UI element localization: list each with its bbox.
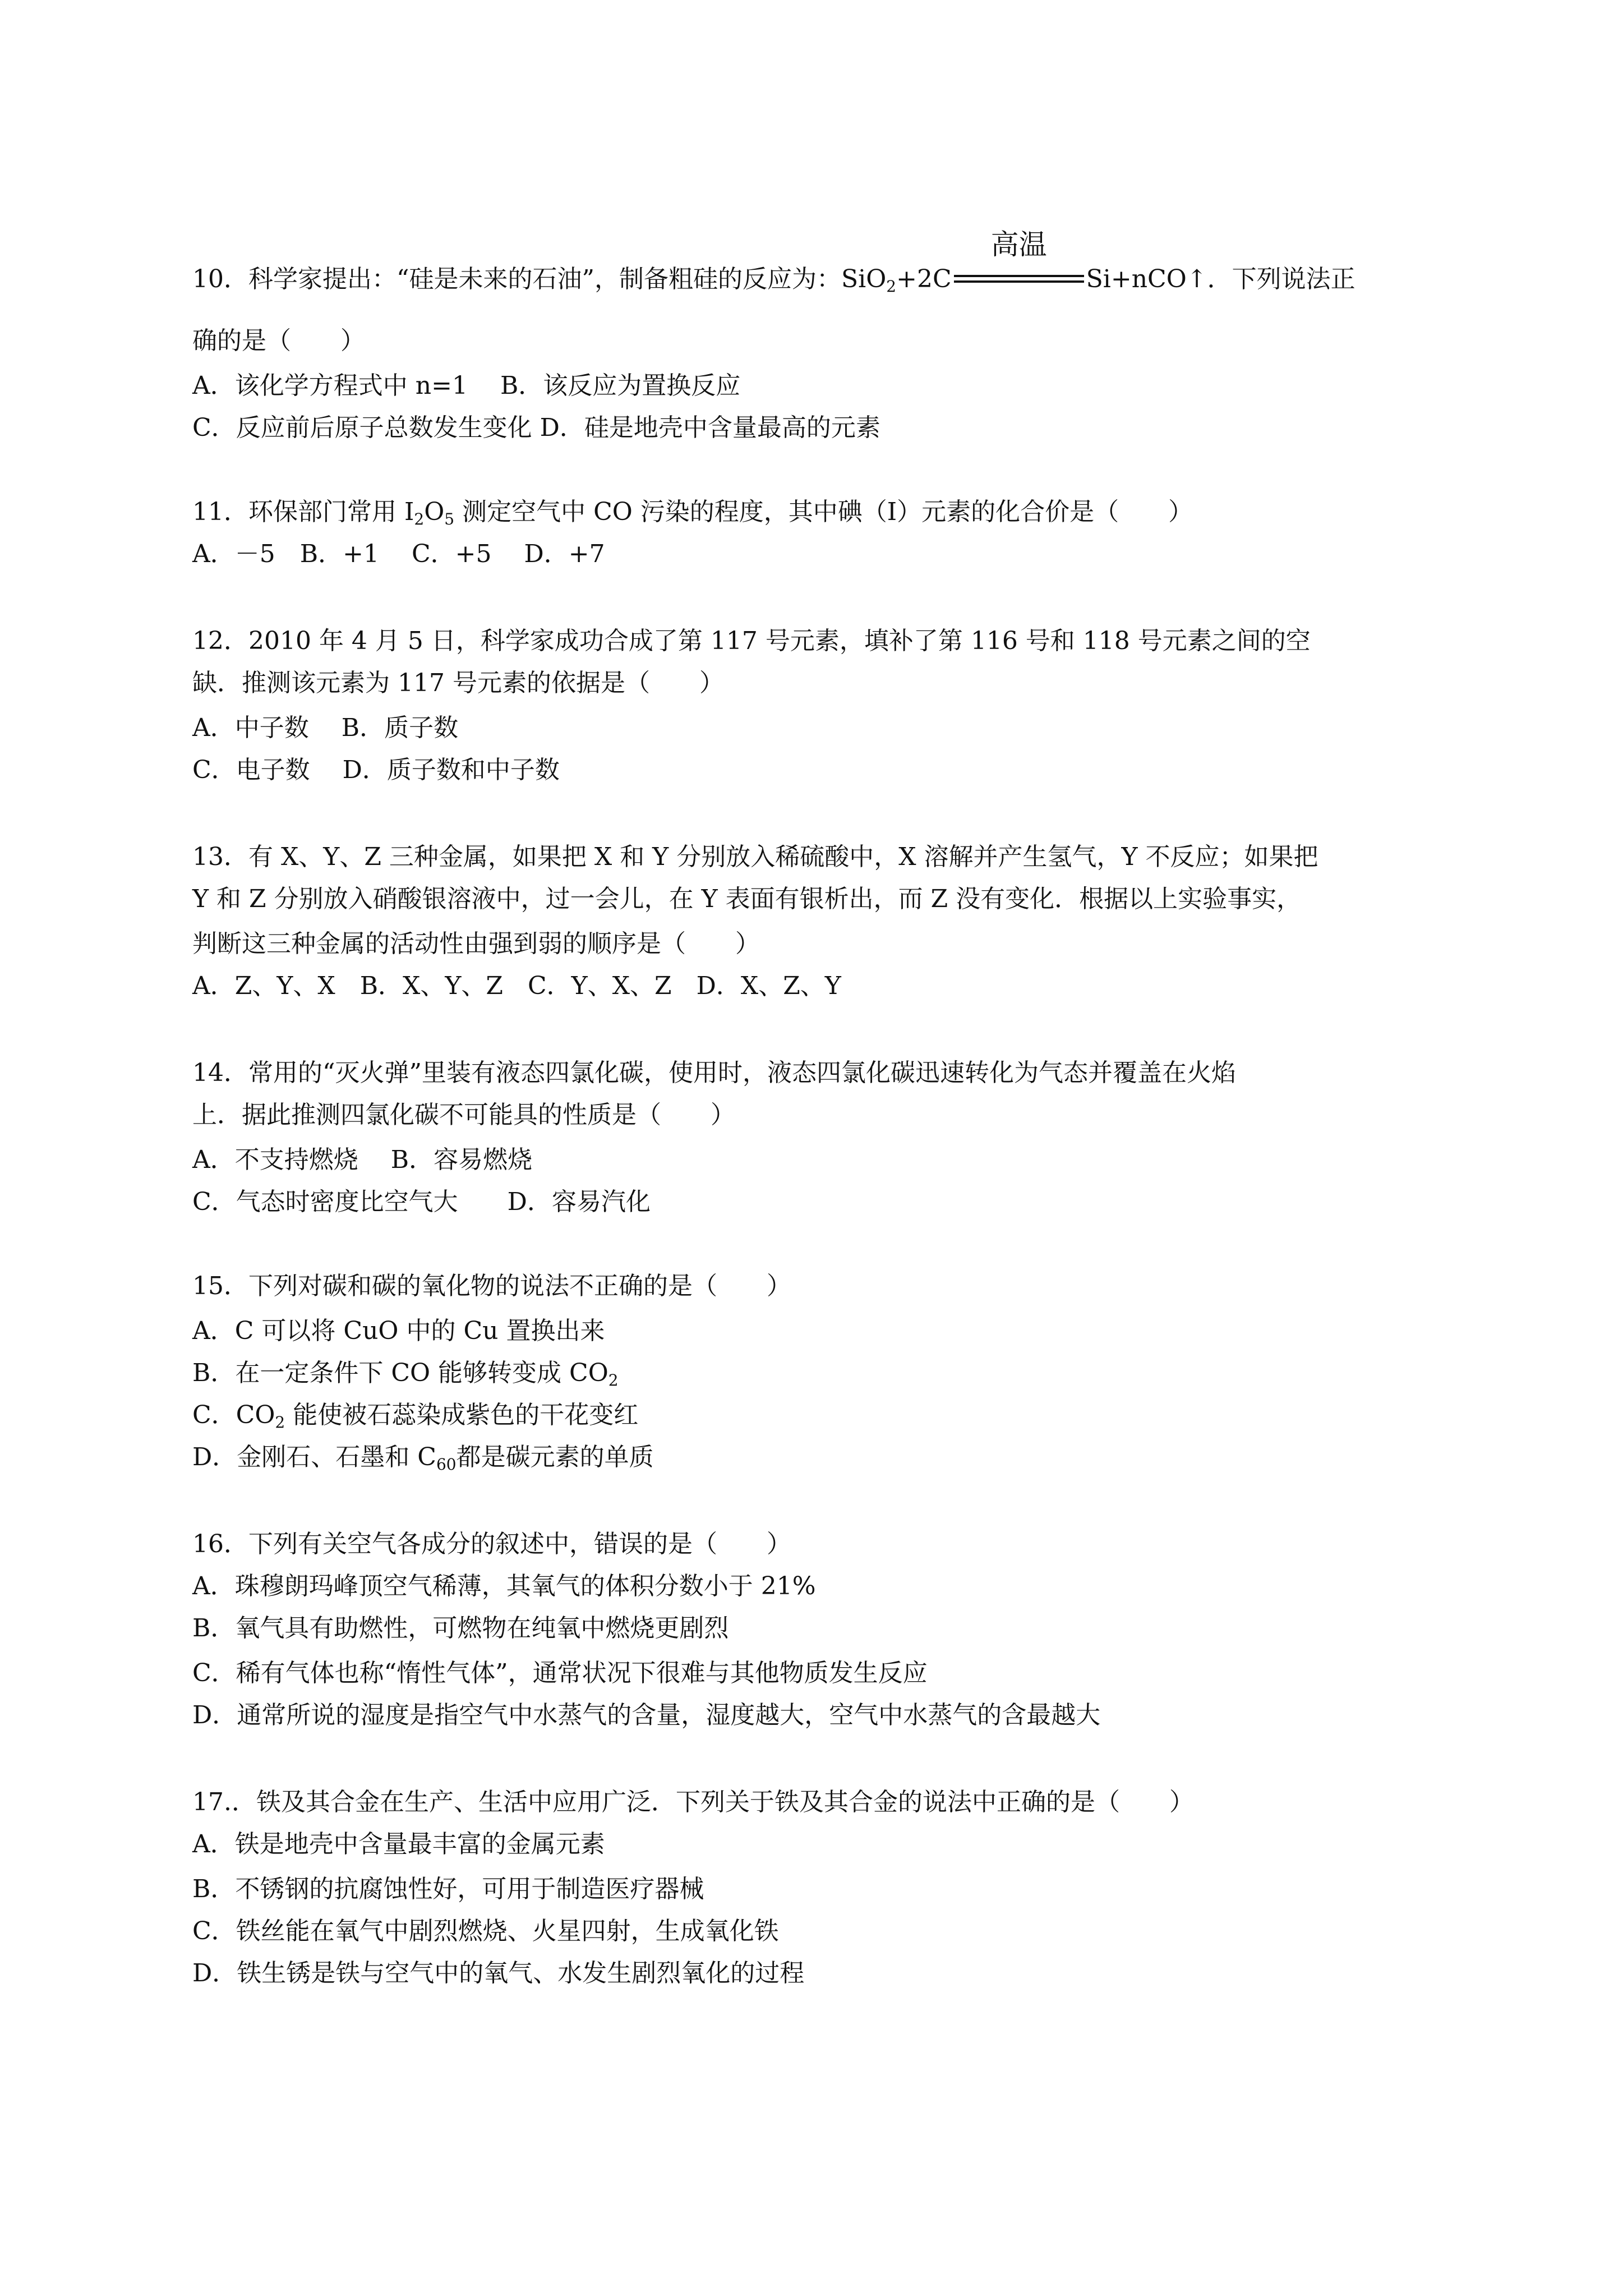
q15-option-c-text: C．CO bbox=[192, 1401, 275, 1429]
q15-option-d-text: D．金刚石、石墨和 C bbox=[192, 1443, 436, 1471]
q12-options-line2: C．电子数 D．质子数和中子数 bbox=[192, 756, 560, 784]
equals-bar bbox=[954, 280, 1084, 283]
q10-options-line2: C．反应前后原子总数发生变化 D．硅是地壳中含量最高的元素 bbox=[192, 413, 880, 442]
subscript: 2 bbox=[608, 1371, 619, 1389]
q16-option-c: C．稀有气体也称“惰性气体”，通常状况下很难与其他物质发生反应 bbox=[192, 1659, 928, 1687]
q13-stem-line1: 13．有 X、Y、Z 三种金属，如果把 X 和 Y 分别放入稀硫酸中，X 溶解并产生氢气，Y 不反应；如果把 bbox=[192, 843, 1318, 871]
q10-stem-line2: 确的是（ ） bbox=[192, 326, 365, 355]
equals-bar bbox=[954, 275, 1084, 277]
subscript: 60 bbox=[436, 1455, 457, 1474]
q14-options-line2: C．气态时密度比空气大 D．容易汽化 bbox=[192, 1188, 651, 1216]
q15-option-a: A．C 可以将 CuO 中的 Cu 置换出来 bbox=[192, 1317, 605, 1345]
q13-stem-line2: Y 和 Z 分别放入硝酸银溶液中，过一会儿，在 Y 表面有银析出，而 Z 没有变化．根据以上实验事实， bbox=[192, 885, 1302, 913]
q11-stem-text: O bbox=[424, 498, 445, 526]
q12-stem-line2: 缺．推测该元素为 117 号元素的依据是（ ） bbox=[192, 669, 724, 697]
q14-stem-line1: 14．常用的“灭火弹”里装有液态四氯化碳，使用时，液态四氯化碳迅速转化为气态并覆盖在火焰 bbox=[192, 1059, 1236, 1087]
q11-options: A．－5 B．+1 C．+5 D．+7 bbox=[192, 540, 605, 568]
q16-stem: 16．下列有关空气各成分的叙述中，错误的是（ ） bbox=[192, 1530, 791, 1558]
q10-stem-text: Si+nCO↑．下列说法正 bbox=[1086, 265, 1355, 293]
q17-option-c: C．铁丝能在氧气中剧烈燃烧、火星四射，生成氧化铁 bbox=[192, 1917, 779, 1945]
q16-option-a: A．珠穆朗玛峰顶空气稀薄，其氧气的体积分数小于 21% bbox=[192, 1572, 816, 1600]
q11-stem-text: 测定空气中 CO 污染的程度，其中碘（I）元素的化合价是（ ） bbox=[454, 498, 1193, 526]
q10-stem-text: +2C bbox=[896, 265, 952, 293]
q11-stem-text: 11．环保部门常用 I bbox=[192, 498, 414, 526]
q14-options-line1: A．不支持燃烧 B．容易燃烧 bbox=[192, 1145, 533, 1174]
subscript: 2 bbox=[275, 1413, 285, 1432]
q10-options-line1: A．该化学方程式中 n=1 B．该反应为置换反应 bbox=[192, 371, 741, 400]
q12-stem-line1: 12．2010 年 4 月 5 日，科学家成功合成了第 117 号元素，填补了第 116 号和 118 号元素之间的空 bbox=[192, 627, 1311, 655]
q15-option-c-text: 能使被石蕊染成紫色的干花变红 bbox=[285, 1401, 639, 1429]
q15-stem: 15．下列对碳和碳的氧化物的说法不正确的是（ ） bbox=[192, 1272, 791, 1300]
q12-options-line1: A．中子数 B．质子数 bbox=[192, 714, 459, 742]
q10-stem-line1 bbox=[192, 228, 1355, 296]
q15-option-d-text: 都是碳元素的单质 bbox=[456, 1443, 654, 1471]
subscript: 2 bbox=[414, 510, 425, 528]
q15-option-b-text: B．在一定条件下 CO 能够转变成 CO bbox=[192, 1359, 608, 1387]
q16-option-b: B．氧气具有助燃性，可燃物在纯氧中燃烧更剧烈 bbox=[192, 1614, 729, 1642]
q14-stem-line2: 上．据此推测四氯化碳不可能具的性质是（ ） bbox=[192, 1101, 735, 1129]
reaction-condition: 高温 bbox=[990, 228, 1047, 261]
q15-option-b bbox=[192, 1356, 619, 1390]
q13-options: A．Z、Y、X B．X、Y、Z C．Y、X、Z D．X、Z、Y bbox=[192, 972, 841, 1000]
q10-stem-text: 10．科学家提出：“硅是未来的石油”，制备粗硅的反应为：SiO bbox=[192, 265, 887, 293]
q15-option-c bbox=[192, 1398, 638, 1432]
q16-option-d: D．通常所说的湿度是指空气中水蒸气的含量，湿度越大，空气中水蒸气的含最越大 bbox=[192, 1701, 1101, 1729]
q17-option-d: D．铁生锈是铁与空气中的氧气、水发生剧烈氧化的过程 bbox=[192, 1959, 805, 1987]
q13-stem-line3: 判断这三种金属的活动性由强到弱的顺序是（ ） bbox=[192, 930, 760, 958]
q17-option-b: B．不锈钢的抗腐蚀性好，可用于制造医疗器械 bbox=[192, 1875, 704, 1903]
q15-option-d bbox=[192, 1441, 654, 1474]
subscript: 2 bbox=[886, 277, 897, 296]
subscript: 5 bbox=[444, 510, 455, 528]
reaction-condition-equals bbox=[952, 228, 1086, 296]
q11-stem bbox=[192, 495, 1193, 529]
q17-stem: 17.．铁及其合金在生产、生活中应用广泛．下列关于铁及其合金的说法中正确的是（ ） bbox=[192, 1788, 1194, 1816]
q17-option-a: A．铁是地壳中含量最丰富的金属元素 bbox=[192, 1830, 605, 1858]
